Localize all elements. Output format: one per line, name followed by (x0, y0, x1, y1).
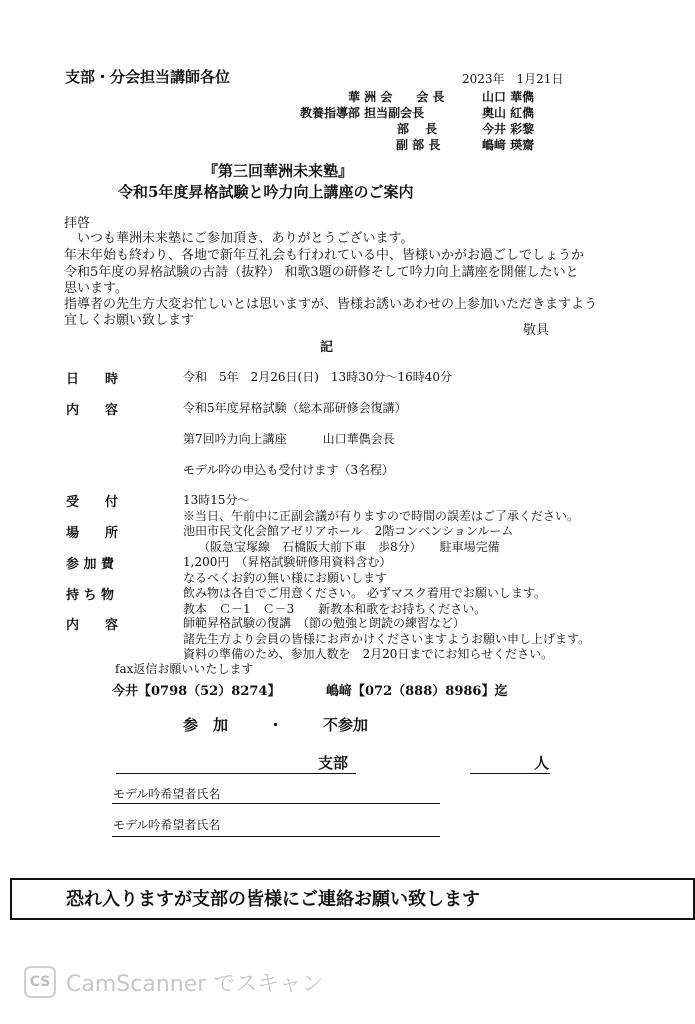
notice-text: 恐れ入りますが支部の皆様にご連絡お願い致します (66, 889, 480, 910)
model-label-2: モデル吟希望者氏名 (113, 818, 221, 832)
body-line-3: 令和5年度の昇格試験の古詩（抜粋） 和歌3題の研修そして吟力向上講座を開催したいと (64, 265, 579, 280)
sender-name-2: 奥山 紅儁 (482, 106, 535, 120)
body-line-5: 指導者の先生方大変お忙しいとは思いますが、皆様お誘いあわせの上参加いただきますよう (64, 297, 598, 312)
sender-name-1: 山口 華儁 (482, 90, 535, 104)
content2-line-2: 諸先生方より会員の皆様にお声かけくださいますようお願い申し上げます。 (183, 632, 591, 646)
people-suffix: 人 (534, 754, 550, 772)
body-line-4: 思います。 (64, 281, 128, 296)
content-label: 内 容 (66, 403, 119, 418)
fee-line-1: 1,200円 （昇格試験研修用資料含む） (183, 555, 392, 569)
ki: 記 (320, 340, 334, 355)
sender-name-4: 嶋﨑 瑛齋 (482, 138, 535, 152)
sender-role-3: 部 長 (397, 122, 438, 136)
camscanner-watermark (24, 966, 323, 998)
datetime-label: 日 時 (66, 372, 119, 387)
reception-line-1: 13時15分～ (183, 493, 250, 507)
branch-name-line[interactable] (116, 773, 356, 774)
recipient: 支部・分会担当講師各位 (65, 68, 231, 86)
fee-label: 参 加 費 (66, 557, 115, 572)
fax-contact-1: 今井【0798（52）8274】 (112, 684, 281, 699)
body-line-1: いつも華洲未来塾にご参加頂き、ありがとうございます。 (64, 231, 414, 246)
content2-line-1: 師範昇格試験の復講 （節の勉強と朗読の練習など） (183, 616, 466, 630)
reception-label: 受 付 (66, 495, 119, 510)
salutation: 拝啓 (64, 216, 91, 231)
camscanner-text: CamScanner でスキャン (66, 971, 324, 997)
people-count-line[interactable] (470, 773, 550, 774)
venue-label: 場 所 (66, 526, 119, 541)
fee-line-2: なるべくお釣の無い様にお願いします (183, 571, 388, 585)
sender-name-3: 今井 彩黎 (482, 122, 535, 136)
content2-line-3: 資料の準備のため、参加人数を 2月20日までにお知らせください。 (183, 647, 554, 661)
sender-role-1: 華 洲 会 会 長 (348, 90, 445, 104)
title-line-2: 令和5年度昇格試験と吟力向上講座のご案内 (118, 183, 414, 201)
content-line-1: 令和5年度昇格試験（総本部研修会復講） (183, 401, 407, 415)
option-separator: ・ (268, 716, 284, 734)
model-label-1: モデル吟希望者氏名 (113, 787, 221, 801)
fax-note: fax返信お願いいたします (115, 662, 254, 676)
model-name-line-2[interactable] (112, 836, 440, 837)
branch-suffix: 支部 (318, 754, 349, 772)
sender-role-4: 副 部 長 (396, 138, 441, 152)
body-line-2: 年末年始も終わり、各地で新年互礼会も行われている中、皆様いかがお過ごしでしょうか (64, 248, 585, 263)
sender-role-2: 教養指導部 担当副会長 (300, 106, 425, 120)
model-name-line-1[interactable] (112, 803, 440, 804)
items-label: 持 ち 物 (66, 588, 115, 603)
content2-label: 内 容 (66, 618, 119, 633)
attend-option[interactable]: 参 加 (183, 716, 229, 734)
date: 2023年 1月21日 (462, 72, 564, 86)
fax-contact-2: 嶋﨑【072（888）8986】迄 (326, 684, 508, 699)
camscanner-icon: CS (24, 966, 56, 998)
items-line-1: 飲み物は各自でご用意ください。 必ずマスク着用でお願いします。 (183, 586, 546, 600)
reception-line-2: ※当日、午前中に正副会議が有りますので時間の誤差はご了承ください。 (183, 509, 580, 523)
closing: 敬具 (523, 323, 550, 338)
body-line-6: 宜しくお願い致します (64, 313, 195, 328)
content-line-2: 第7回吟力向上講座 山口華儁会長 (183, 432, 395, 446)
datetime-value: 令和 5年 2月26日(日) 13時30分～16時40分 (183, 370, 452, 384)
venue-line-1: 池田市民文化会館アゼリアホール 2階コンベンションルーム (183, 524, 514, 538)
items-line-2: 教本 Ｃ－1 Ｃ－3 新教本和歌をお持ちください。 (183, 602, 487, 616)
content-line-3: モデル吟の申込も受付けます（3名程） (183, 463, 395, 477)
not-attend-option[interactable]: 不参加 (323, 716, 369, 734)
title-line-1: 『第三回華洲未来塾』 (203, 162, 354, 180)
venue-line-2: （阪急宝塚線 石橋阪大前下車 歩8分） 駐車場完備 (198, 540, 500, 554)
